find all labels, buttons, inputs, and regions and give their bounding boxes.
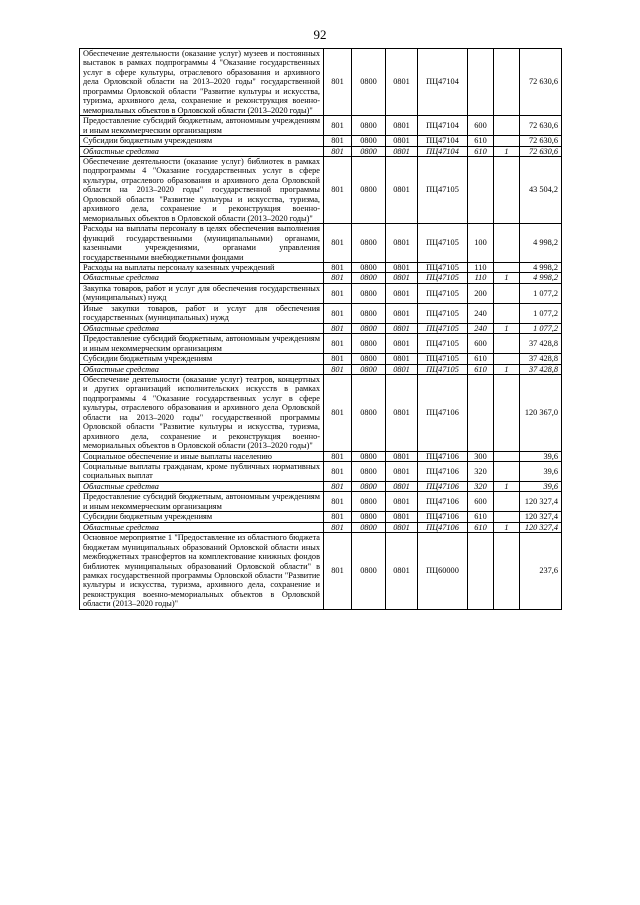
row-description: Социальные выплаты гражданам, кроме публичных нормативных социальных выплат [80,462,324,482]
row-source-code [494,533,520,610]
row-source-code: 1 [494,364,520,374]
row-target-article-code: ПЦ47104 [418,49,468,116]
row-grbs-code: 801 [324,136,352,146]
row-amount: 43 504,2 [520,156,562,223]
row-grbs-code: 801 [324,354,352,364]
row-description: Субсидии бюджетным учреждениям [80,512,324,522]
row-subsection-code: 0801 [386,462,418,482]
row-section-code: 0800 [352,303,386,323]
row-source-code [494,512,520,522]
row-grbs-code: 801 [324,522,352,532]
row-description: Областные средства [80,273,324,283]
row-expense-type-code: 600 [468,492,494,512]
row-expense-type-code: 320 [468,481,494,491]
table-row [80,303,562,323]
row-description: Расходы на выплаты персоналу в целях обеспечения выполнения функций государственными (муниципальными) органами, казенными учреждениями, органами управления государственными внебюджетными фондами [80,224,324,263]
table-row [80,374,562,451]
row-description: Предоставление субсидий бюджетным, автономным учреждениям и иным некоммерческим организациям [80,116,324,136]
table-row [80,136,562,146]
row-expense-type-code: 600 [468,334,494,354]
row-source-code [494,262,520,272]
row-expense-type-code: 610 [468,136,494,146]
budget-table-body [80,49,562,610]
row-grbs-code: 801 [324,481,352,491]
row-amount: 1 077,2 [520,323,562,333]
row-source-code [494,462,520,482]
row-grbs-code: 801 [324,533,352,610]
row-target-article-code: ПЦ47104 [418,116,468,136]
row-subsection-code: 0801 [386,262,418,272]
row-grbs-code: 801 [324,492,352,512]
row-description: Областные средства [80,364,324,374]
row-subsection-code: 0801 [386,224,418,263]
row-description: Предоставление субсидий бюджетным, автономным учреждениям и иным некоммерческим организациям [80,334,324,354]
row-subsection-code: 0801 [386,146,418,156]
row-section-code: 0800 [352,262,386,272]
row-target-article-code: ПЦ47104 [418,136,468,146]
page-number: 92 [313,27,327,42]
row-source-code [494,156,520,223]
row-section-code: 0800 [352,451,386,461]
row-section-code: 0800 [352,334,386,354]
row-section-code: 0800 [352,374,386,451]
row-expense-type-code: 240 [468,323,494,333]
row-target-article-code: ПЦ47105 [418,156,468,223]
table-row [80,262,562,272]
row-source-code [494,334,520,354]
row-source-code: 1 [494,146,520,156]
row-expense-type-code: 100 [468,224,494,263]
budget-table [79,48,562,610]
row-subsection-code: 0801 [386,283,418,303]
row-subsection-code: 0801 [386,156,418,223]
row-expense-type-code: 110 [468,273,494,283]
row-amount: 1 077,2 [520,303,562,323]
row-section-code: 0800 [352,273,386,283]
row-target-article-code: ПЦ47105 [418,303,468,323]
table-row [80,156,562,223]
row-amount: 120 327,4 [520,492,562,512]
row-section-code: 0800 [352,481,386,491]
row-target-article-code: ПЦ47105 [418,364,468,374]
row-description: Основное мероприятие 1 "Предоставление из областного бюджета бюджетам муниципальных образований Орловской области иных межбюджетных трансфертов на комплектование книжных фондов библиотек муниципальных образований Орловской области" в рамках государственной программы Орловской области "Развитие культуры и искусства, туризма, архивного дела, сохранение и реконструкция военно-мемориальных объектов в Орловской области (2013–2020 годы)" [80,533,324,610]
row-subsection-code: 0801 [386,273,418,283]
row-grbs-code: 801 [324,334,352,354]
table-row [80,354,562,364]
row-amount: 4 998,2 [520,262,562,272]
row-subsection-code: 0801 [386,481,418,491]
row-expense-type-code: 610 [468,146,494,156]
row-grbs-code: 801 [324,156,352,223]
row-target-article-code: ПЦ47105 [418,262,468,272]
row-source-code [494,136,520,146]
table-row [80,451,562,461]
row-description: Областные средства [80,522,324,532]
row-expense-type-code: 200 [468,283,494,303]
row-subsection-code: 0801 [386,533,418,610]
row-subsection-code: 0801 [386,374,418,451]
row-expense-type-code: 600 [468,116,494,136]
row-description: Обеспечение деятельности (оказание услуг) театров, концертных и других организаций исполнительских искусств в рамках подпрограммы 4 "Оказание государственных услуг в сфере культуры, отраслевого образования и архивного дела Орловской области на 2013–2020 годы" государственной программы Орловской области "Развитие культуры и искусства, туризма, архивного дела, сохранение и реконструкция военно-мемориальных объектов в Орловской области (2013–2020 годы)" [80,374,324,451]
row-subsection-code: 0801 [386,522,418,532]
table-row [80,273,562,283]
row-amount: 37 428,8 [520,334,562,354]
row-source-code: 1 [494,323,520,333]
row-section-code: 0800 [352,49,386,116]
row-target-article-code: ПЦ47106 [418,374,468,451]
row-target-article-code: ПЦ47105 [418,224,468,263]
row-grbs-code: 801 [324,512,352,522]
row-expense-type-code [468,49,494,116]
row-amount: 4 998,2 [520,224,562,263]
row-target-article-code: ПЦ47106 [418,451,468,461]
row-grbs-code: 801 [324,462,352,482]
row-source-code [494,354,520,364]
row-subsection-code: 0801 [386,136,418,146]
row-target-article-code: ПЦ47105 [418,273,468,283]
table-row [80,533,562,610]
row-source-code [494,451,520,461]
table-row [80,49,562,116]
row-amount: 72 630,6 [520,146,562,156]
row-target-article-code: ПЦ47106 [418,522,468,532]
row-target-article-code: ПЦ47105 [418,334,468,354]
row-section-code: 0800 [352,533,386,610]
row-amount: 72 630,6 [520,116,562,136]
row-grbs-code: 801 [324,262,352,272]
row-grbs-code: 801 [324,283,352,303]
row-source-code [494,283,520,303]
row-description: Обеспечение деятельности (оказание услуг) музеев и постоянных выставок в рамках подпрограммы 4 "Оказание государственных услуг в сфере культуры, отраслевого образования и архивного дела Орловской области на 2013–2020 годы" государственной программы Орловской области "Развитие культуры и искусства, туризма, архивного дела, сохранение и реконструкция военно-мемориальных объектов в Орловской области (2013–2020 годы)" [80,49,324,116]
row-amount: 1 077,2 [520,283,562,303]
row-amount: 37 428,8 [520,364,562,374]
table-row [80,323,562,333]
row-amount: 4 998,2 [520,273,562,283]
row-expense-type-code: 110 [468,262,494,272]
row-grbs-code: 801 [324,146,352,156]
row-description: Областные средства [80,146,324,156]
table-row [80,512,562,522]
row-grbs-code: 801 [324,303,352,323]
row-grbs-code: 801 [324,323,352,333]
row-expense-type-code [468,374,494,451]
row-subsection-code: 0801 [386,303,418,323]
row-target-article-code: ПЦ47105 [418,283,468,303]
row-target-article-code: ПЦ47106 [418,481,468,491]
row-target-article-code: ПЦ47105 [418,323,468,333]
row-subsection-code: 0801 [386,451,418,461]
row-source-code [494,492,520,512]
row-grbs-code: 801 [324,49,352,116]
row-expense-type-code: 320 [468,462,494,482]
row-section-code: 0800 [352,116,386,136]
table-row [80,224,562,263]
row-amount: 37 428,8 [520,354,562,364]
row-section-code: 0800 [352,224,386,263]
row-section-code: 0800 [352,354,386,364]
row-description: Областные средства [80,323,324,333]
row-description: Закупка товаров, работ и услуг для обеспечения государственных (муниципальных) нужд [80,283,324,303]
row-section-code: 0800 [352,462,386,482]
row-source-code [494,224,520,263]
row-section-code: 0800 [352,522,386,532]
row-description: Предоставление субсидий бюджетным, автономным учреждениям и иным некоммерческим организациям [80,492,324,512]
row-subsection-code: 0801 [386,49,418,116]
row-source-code: 1 [494,481,520,491]
row-section-code: 0800 [352,323,386,333]
row-section-code: 0800 [352,136,386,146]
row-amount: 39,6 [520,462,562,482]
row-target-article-code: ПЦ47106 [418,492,468,512]
row-section-code: 0800 [352,156,386,223]
row-target-article-code: ПЦ47106 [418,462,468,482]
row-expense-type-code: 240 [468,303,494,323]
table-row [80,462,562,482]
row-target-article-code: ПЦ60000 [418,533,468,610]
table-row [80,364,562,374]
row-description: Областные средства [80,481,324,491]
row-subsection-code: 0801 [386,492,418,512]
row-description: Социальное обеспечение и иные выплаты населению [80,451,324,461]
row-grbs-code: 801 [324,224,352,263]
row-section-code: 0800 [352,512,386,522]
row-expense-type-code [468,533,494,610]
row-source-code [494,49,520,116]
row-description: Субсидии бюджетным учреждениям [80,136,324,146]
table-row [80,522,562,532]
row-subsection-code: 0801 [386,512,418,522]
row-section-code: 0800 [352,364,386,374]
row-amount: 72 630,6 [520,49,562,116]
row-source-code: 1 [494,522,520,532]
row-description: Иные закупки товаров, работ и услуг для обеспечения государственных (муниципальных) нужд [80,303,324,323]
row-grbs-code: 801 [324,374,352,451]
table-row [80,334,562,354]
row-amount: 237,6 [520,533,562,610]
row-description: Субсидии бюджетным учреждениям [80,354,324,364]
row-expense-type-code: 610 [468,364,494,374]
row-source-code [494,116,520,136]
table-row [80,481,562,491]
row-grbs-code: 801 [324,116,352,136]
row-amount: 120 327,4 [520,512,562,522]
row-target-article-code: ПЦ47106 [418,512,468,522]
row-section-code: 0800 [352,283,386,303]
row-expense-type-code [468,156,494,223]
row-subsection-code: 0801 [386,334,418,354]
row-description: Расходы на выплаты персоналу казенных учреждений [80,262,324,272]
row-grbs-code: 801 [324,364,352,374]
table-row [80,283,562,303]
row-subsection-code: 0801 [386,354,418,364]
row-amount: 120 327,4 [520,522,562,532]
row-expense-type-code: 610 [468,354,494,364]
row-amount: 120 367,0 [520,374,562,451]
row-expense-type-code: 300 [468,451,494,461]
row-amount: 72 630,6 [520,136,562,146]
row-target-article-code: ПЦ47105 [418,354,468,364]
table-row [80,116,562,136]
row-amount: 39,6 [520,481,562,491]
row-source-code [494,303,520,323]
row-subsection-code: 0801 [386,364,418,374]
row-amount: 39,6 [520,451,562,461]
row-target-article-code: ПЦ47104 [418,146,468,156]
table-row [80,146,562,156]
row-expense-type-code: 610 [468,512,494,522]
row-section-code: 0800 [352,146,386,156]
row-section-code: 0800 [352,492,386,512]
row-grbs-code: 801 [324,273,352,283]
table-row [80,492,562,512]
row-subsection-code: 0801 [386,323,418,333]
row-subsection-code: 0801 [386,116,418,136]
row-grbs-code: 801 [324,451,352,461]
row-expense-type-code: 610 [468,522,494,532]
row-source-code [494,374,520,451]
row-description: Обеспечение деятельности (оказание услуг) библиотек в рамках подпрограммы 4 "Оказание государственных услуг в сфере культуры, отраслевого образования и архивного дела Орловской области на 2013–2020 годы" государственной программы Орловской области "Развитие культуры и искусства, туризма, архивного дела, сохранение и реконструкция военно-мемориальных объектов в Орловской области (2013–2020 годы)" [80,156,324,223]
row-source-code: 1 [494,273,520,283]
